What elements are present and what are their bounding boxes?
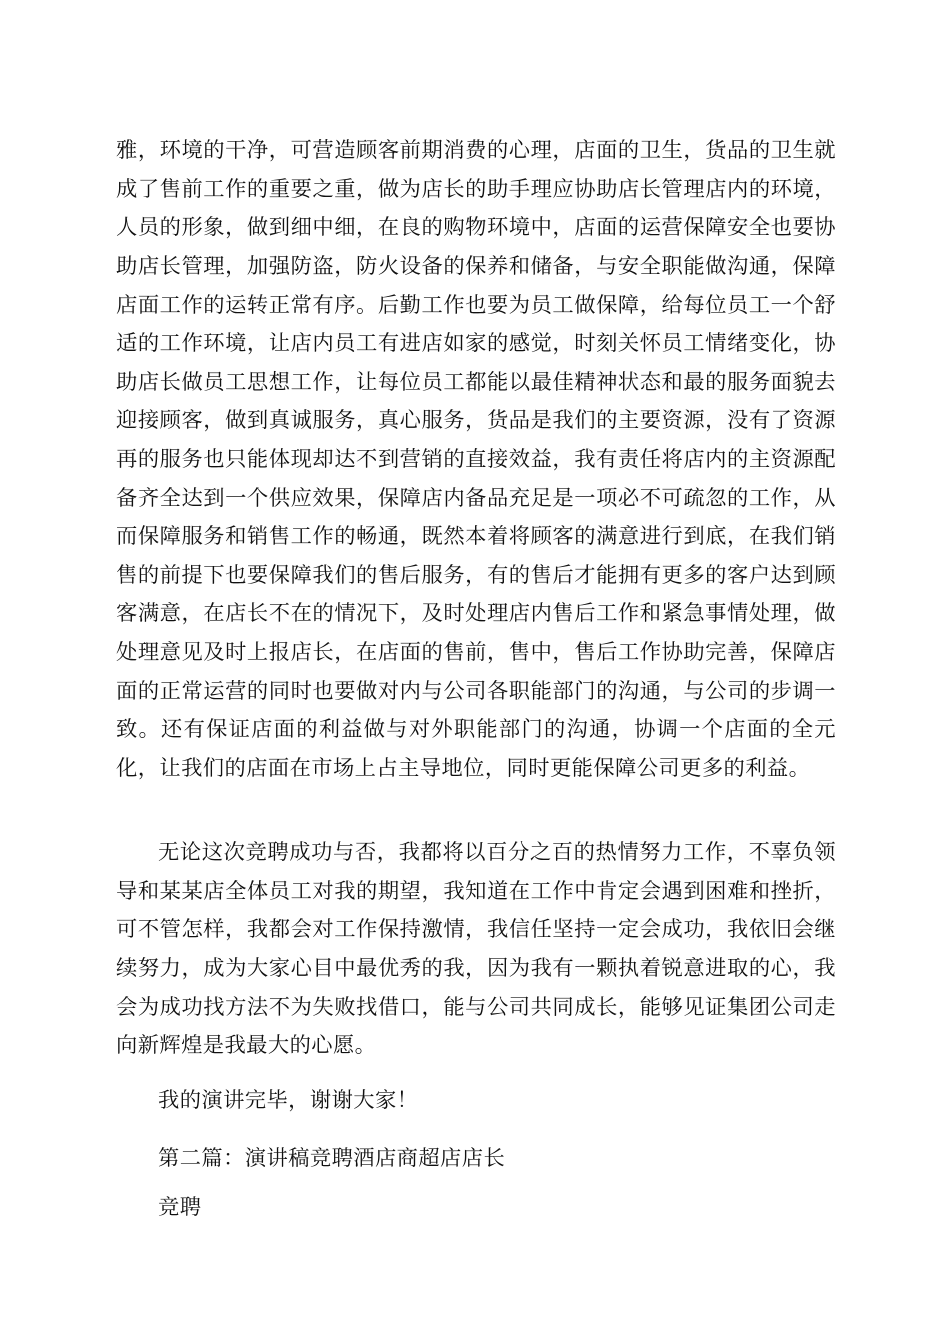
section-subheading: 竞聘 (158, 1195, 202, 1221)
body-paragraph-1: 雅，环境的干净，可营造顾客前期消费的心理，店面的卫生，货品的卫生就成了售前工作的重要之重，做为店长的助手理应协助店长管理店内的环境，人员的形象，做到细中细，在良的购物环境中，店面的运营保障安全也要协助店长管理，加强防盗，防火设备的保养和储备，与安全职能做沟通，保障店面工作的运转正常有序。后勤工作也要为员工做保障，给每位员工一个舒适的工作环境，让店内员工有进店如家的感觉，时刻关怀员工情绪变化，协助店长做员工思想工作，让每位员工都能以最佳精神状态和最的服务面貌去迎接顾客，做到真诚服务，真心服务，货品是我们的主要资源，没有了资源再的服务也只能体现却达不到营销的直接效益，我有责任将店内的主资源配备齐全达到一个供应效果，保障店内备品充足是一项必不可疏忽的工作，从而保障服务和销售工作的畅通，既然本着将顾客的满意进行到底，在我们销售的前提下也要保障我们的售后服务，有的售后才能拥有更多的客户达到顾客满意，在店长不在的情况下，及时处理店内售后工作和紧急事情处理，做处理意见及时上报店长，在店面的售前，售中，售后工作协助完善，保障店面的正常运营的同时也要做对内与公司各职能部门的沟通，与公司的步调一致。还有保证店面的利益做与对外职能部门的沟通，协调一个店面的全元化，让我们的店面在市场上占主导地位，同时更能保障公司更多的利益。 (116, 138, 836, 781)
closing-line: 我的演讲完毕，谢谢大家！ (158, 1088, 419, 1114)
section-heading: 第二篇：演讲稿竞聘酒店商超店店长 (158, 1146, 506, 1172)
body-paragraph-2: 无论这次竞聘成功与否，我都将以百分之百的热情努力工作，不辜负领导和某某店全体员工对我的期望，我知道在工作中肯定会遇到困难和挫折，可不管怎样，我都会对工作保持激情，我信任坚持一定会成功，我依旧会继续努力，成为大家心目中最优秀的我，因为我有一颗执着锐意进取的心，我会为成功找方法不为失败找借口，能与公司共同成长，能够见证集团公司走向新辉煌是我最大的心愿。 (116, 840, 836, 1059)
